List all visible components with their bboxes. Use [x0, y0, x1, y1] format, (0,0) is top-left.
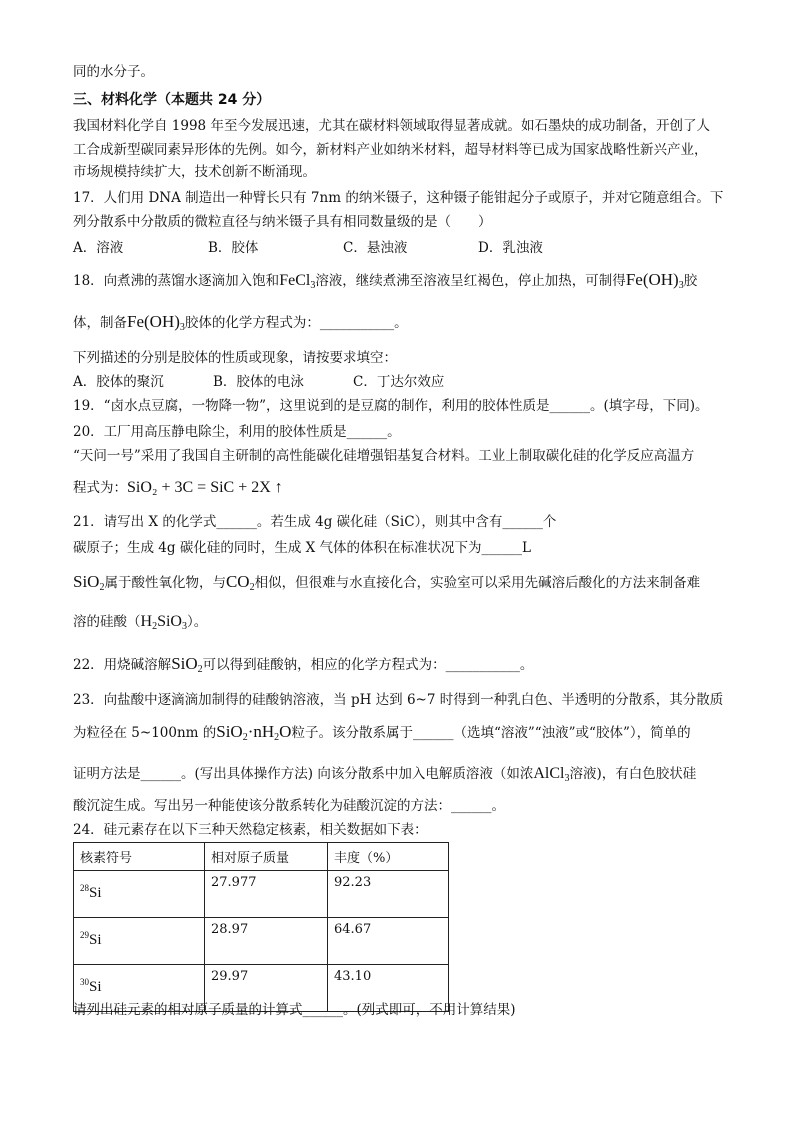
q17-options [73, 238, 724, 258]
tianwen-line-2: 程式为：SiO₂ + 3C = SiC + 2X ↑ [73, 479, 283, 496]
q23-line-1: 23．向盐酸中逐滴滴加制得的硅酸钠溶液，当 pH 达到 6~7 时得到一种乳白色、半透明的分散系，其分散质 [73, 692, 724, 708]
silica-line-1: SiO$_2$属于酸性氧化物，与$CO_2$相似，但很难与水直接化合，实验室可以采用先碱溶后酸化的方法来制备难 [73, 572, 701, 593]
q18-line-1: 18．向煮沸的蒸馏水逐滴加入饱和FeCl$_3$溶液，继续煮沸至溶液呈红褐色，停止加热，可制得$Fe(OH)_3$胶 [73, 270, 698, 291]
property-c: C．丁达尔效应 [353, 374, 445, 390]
q17-option-d[interactable]: D．乳浊液 [478, 240, 543, 256]
formula-co2: $CO_2$ [225, 572, 255, 593]
abundance: 92.23 [328, 871, 449, 918]
abundance: 43.10 [328, 965, 449, 1012]
q21-line-1: 21．请写出 X 的化学式______。若生成 4g 碳化硅（SiC），则其中含有______个 [73, 514, 557, 530]
formula-h2sio3: $H_2SiO_3$ [140, 613, 187, 632]
relative-mass: 28.97 [205, 918, 328, 965]
nuclide-symbol: $^{29}$Si [74, 918, 205, 965]
silica-line-2: 溶的硅酸$(H_2SiO_3)$。 [73, 613, 208, 632]
header-mass: 相对原子质量 [205, 843, 328, 871]
q21-line-2: 碳原子；生成 4g 碳化硅的同时，生成 X 气体的体积在标准状况下为______L [73, 540, 531, 556]
final-question: 请列出硅元素的相对原子质量的计算式______。(列式即可，不用计算结果) [73, 1002, 516, 1018]
header-symbol: 核素符号 [74, 843, 205, 871]
table-header-row [74, 843, 449, 871]
table-row [74, 918, 449, 965]
q23-line-3: 证明方法是______。(写出具体操作方法) 向该分散系中加入电解质溶液（如浓AlCl$_3$溶液)，有白色胶状硅 [73, 765, 697, 784]
formula-alcl3: AlCl$_3$ [533, 765, 570, 784]
intro-line-1: 我国材料化学自 1998 年至今发展迅速，尤其在碳材料领域取得显著成就。如石墨炔的成功制备，开创了人 [73, 118, 710, 134]
q18-answer-blank[interactable]: ___________ [319, 315, 395, 331]
property-a: A．胶体的聚沉 [73, 374, 164, 390]
reaction-equation: SiO₂ + 3C = SiC + 2X ↑ [127, 479, 283, 496]
section-heading: 三、材料化学（本题共 24 分） [73, 92, 271, 108]
abundance: 64.67 [328, 918, 449, 965]
formula-sio2: SiO$_2$ [73, 572, 105, 593]
table-row [74, 871, 449, 918]
q20: 20．工厂用高压静电除尘，利用的胶体性质是______。 [73, 424, 401, 440]
q17-option-c[interactable]: C．悬浊液 [343, 240, 408, 256]
q17-line-1: 17．人们用 DNA 制造出一种臂长只有 7nm 的纳米镊子，这种镊子能钳起分子或原子，并对它随意组合。下 [73, 190, 724, 206]
nuclide-symbol: $^{28}$Si [74, 871, 205, 918]
nuclide-symbol: $^{30}$Si [74, 965, 205, 1012]
q23-line-2: 为粒径在 5~100nm 的$SiO_2\cdot nH_2O$粒子。该分散系属于______（选填“溶液”“浊液”或“胶体”），简单的 [73, 722, 691, 743]
q17-line-2: 列分散系中分散质的微粒直径与纳米镊子具有相同数量级的是（ ） [73, 214, 492, 230]
formula-sio2-q22: SiO$_2$ [171, 654, 203, 675]
intro-line-3: 市场规模持续扩大，技术创新不断涌现。 [73, 164, 316, 180]
q17-option-b[interactable]: B．胶体 [208, 240, 259, 256]
q19: 19．“卤水点豆腐，一物降一物”，这里说到的是豆腐的制作，利用的胶体性质是______。(填字母，下同)。 [73, 398, 709, 414]
intro-line-2: 工合成新型碳同素异形体的先例。如今，新材料产业如纳米材料，超导材料等已成为国家战略性新兴产业， [73, 142, 708, 158]
relative-mass: 27.977 [205, 871, 328, 918]
formula-feoh3: $Fe(OH)_3$ [625, 270, 684, 291]
formula-sio2-nh2o: $SiO_2\cdot nH_2O$ [216, 722, 292, 743]
carryover-line: 同的水分子。 [73, 64, 154, 80]
q17-option-a[interactable]: A．溶液 [73, 240, 124, 256]
q18b-intro: 下列描述的分别是胶体的性质或现象，请按要求填空： [73, 350, 397, 366]
header-abundance: 丰度（%） [328, 843, 449, 871]
relative-mass: 29.97 [205, 965, 328, 1012]
formula-fecl3: FeCl$_3$ [279, 272, 316, 291]
q22: 22．用烧碱溶解SiO$_2$可以得到硅酸钠，相应的化学方程式为：___________。 [73, 654, 534, 675]
property-b: B．胶体的电泳 [213, 374, 304, 390]
isotope-table [73, 842, 449, 1012]
q24: 24．硅元素存在以下三种天然稳定核素，相关数据如下表： [73, 822, 428, 838]
tianwen-line-1: “天问一号”采用了我国自主研制的高性能碳化硅增强铝基复合材料。工业上制取碳化硅的化学反应高温方 [73, 448, 695, 464]
q18-line-2: 体，制备$Fe(OH)_3$胶体的化学方程式为：___________。 [73, 312, 408, 333]
formula-feoh3-2: $Fe(OH)_3$ [127, 312, 185, 333]
q18b-options [73, 372, 724, 392]
q23-line-4: 酸沉淀生成。写出另一种能使该分散系转化为硅酸沉淀的方法：______。 [73, 798, 505, 814]
